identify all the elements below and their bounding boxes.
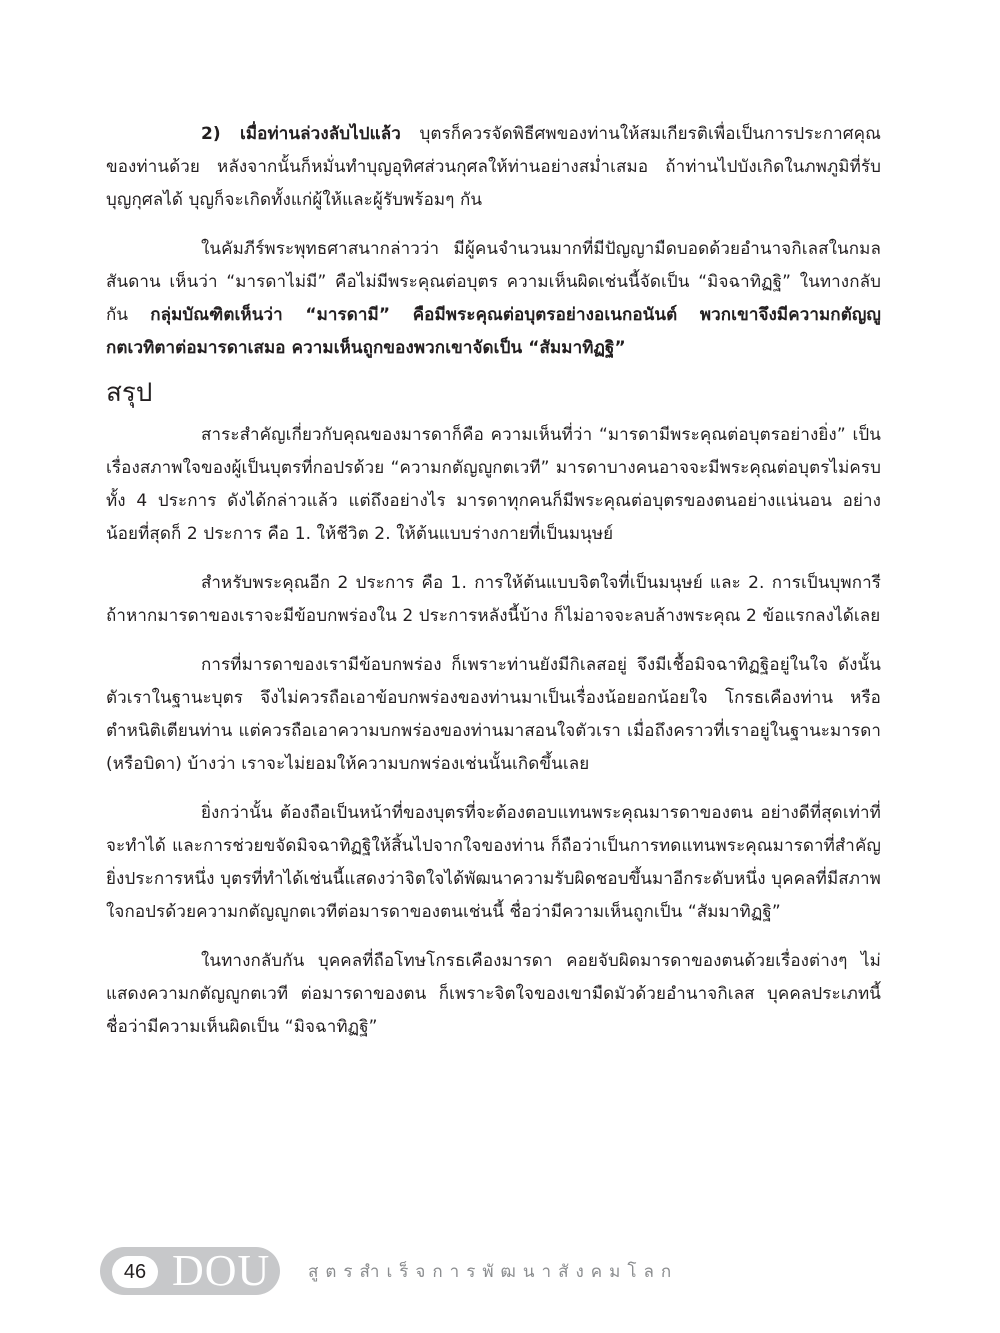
paragraph-scripture-text: ในคัมภีร์พระพุทธศาสนากล่าวว่า มีผู้คนจำนวนมากที่มีปัญญามืดบอดด้วยอำนาจกิเลสในกมลสันดาน เห็นว่า “มารดาไม่มี” คือไม่มีพระคุณต่อบุตร ความเห็นผิดเช่นนี้จัดเป็น “มิจฉาทิฏฐิ” ในทางกลับกัน [106, 239, 881, 325]
paragraph-remaining-virtues: สำหรับพระคุณอีก 2 ประการ คือ 1. การให้ต้นแบบจิตใจที่เป็นมนุษย์ และ 2. การเป็นบุพการี ถ้าหากมารดาของเราจะมีข้อบกพร่องใน 2 ประการหลังนี้บ้าง ก็ไม่อาจจะลบล้างพระคุณ 2 ข้อแรกลงได้เลย [106, 573, 881, 626]
dou-logo: DOU [172, 1246, 271, 1295]
book-title: สูตรสำเร็จการพัฒนาสังคมโลก [308, 1261, 679, 1282]
footer-badge [100, 1247, 280, 1295]
paragraph-wrong-view: ในทางกลับกัน บุคคลที่ถือโทษโกรธเคืองมารดา คอยจับผิดมารดาของตนด้วยเรื่องต่างๆ ไม่แสดงความกตัญญูกตเวที ต่อมารดาของตน ก็เพราะจิตใจของเขามืดมัวด้วยอำนาจกิเลส บุคคลประเภทนี้ชื่อว่ามีความเห็นผิดเป็น “มิจฉาทิฏฐิ” [106, 951, 881, 1037]
paragraph-scripture [106, 233, 881, 365]
paragraph-duty-of-child: ยิ่งกว่านั้น ต้องถือเป็นหน้าที่ของบุตรที่จะต้องตอบแทนพระคุณมารดาของตน อย่างดีที่สุดเท่าที่จะทำได้ และการช่วยขจัดมิจฉาทิฏฐิให้สิ้นไปจากใจของท่าน ก็ถือว่าเป็นการทดแทนพระคุณมารดาที่สำคัญยิ่งประการหนึ่ง บุตรที่ทำได้เช่นนี้แสดงว่าจิตใจได้พัฒนาความรับผิดชอบขึ้นมาอีกระดับหนึ่ง บุคคลที่มีสภาพใจกอปรด้วยความกตัญญูกตเวทีต่อมารดาของตนเช่นนี้ ชื่อว่ามีความเห็นถูกเป็น “สัมมาทิฏฐิ” [106, 803, 881, 922]
paragraph-after-death [106, 118, 881, 217]
page-footer [100, 1247, 678, 1295]
paragraph-scripture-bold: กลุ่มบัณฑิตเห็นว่า “มารดามี” คือมีพระคุณต่อบุตรอย่างอเนกอนันต์ พวกเขาจึงมีความกตัญญู กตเวทิตาต่อมารดาเสมอ ความเห็นถูกของพวกเขาจัดเป็น “สัมมาทิฏฐิ” [106, 305, 882, 358]
paragraph-after-death-text: บุตรก็ควรจัดพิธีศพของท่านให้สมเกียรติเพื่อเป็นการประกาศคุณของท่านด้วย หลังจากนั้นก็หมั่นทำบุญอุทิศส่วนกุศลให้ท่านอย่างสม่ำเสมอ ถ้าท่านไปบังเกิดในภพภูมิที่รับบุญกุศลได้ บุญก็จะเกิดทั้งแก่ผู้ให้และผู้รับพร้อมๆ กัน [106, 124, 881, 210]
paragraph-mother-faults: การที่มารดาของเรามีข้อบกพร่อง ก็เพราะท่านยังมีกิเลสอยู่ จึงมีเชื้อมิจฉาทิฏฐิอยู่ในใจ ดังนั้นตัวเราในฐานะบุตร จึงไม่ควรถือเอาข้อบกพร่องของท่านมาเป็นเรื่องน้อยอกน้อยใจ โกรธเคืองท่าน หรือตำหนิติเตียนท่าน แต่ควรถือเอาความบกพร่องของท่านมาสอนใจตัวเรา เมื่อถึงคราวที่เราอยู่ในฐานะมารดา (หรือบิดา) บ้างว่า เราจะไม่ยอมให้ความบกพร่องเช่นนั้นเกิดขึ้นเลย [106, 655, 881, 774]
page-content [106, 118, 881, 1060]
paragraph-summary-essence: สาระสำคัญเกี่ยวกับคุณของมารดาก็คือ ความเห็นที่ว่า “มารดามีพระคุณต่อบุตรอย่างยิ่ง” เป็นเรื่องสภาพใจของผู้เป็นบุตรที่กอปรด้วย “ความกตัญญูกตเวที” มารดาบางคนอาจจะมีพระคุณต่อบุตรไม่ครบทั้ง 4 ประการ ดังได้กล่าวแล้ว แต่ถึงอย่างไร มารดาทุกคนก็มีพระคุณต่อบุตรของตนอย่างแน่นอน อย่างน้อยที่สุดก็ 2 ประการ คือ 1. ให้ชีวิต 2. ให้ต้นแบบร่างกายที่เป็นมนุษย์ [106, 425, 881, 544]
page-number: 46 [112, 1256, 158, 1288]
section-heading-summary: สรุป [106, 378, 153, 408]
paragraph-after-death-bold: 2) เมื่อท่านล่วงลับไปแล้ว [201, 124, 401, 144]
